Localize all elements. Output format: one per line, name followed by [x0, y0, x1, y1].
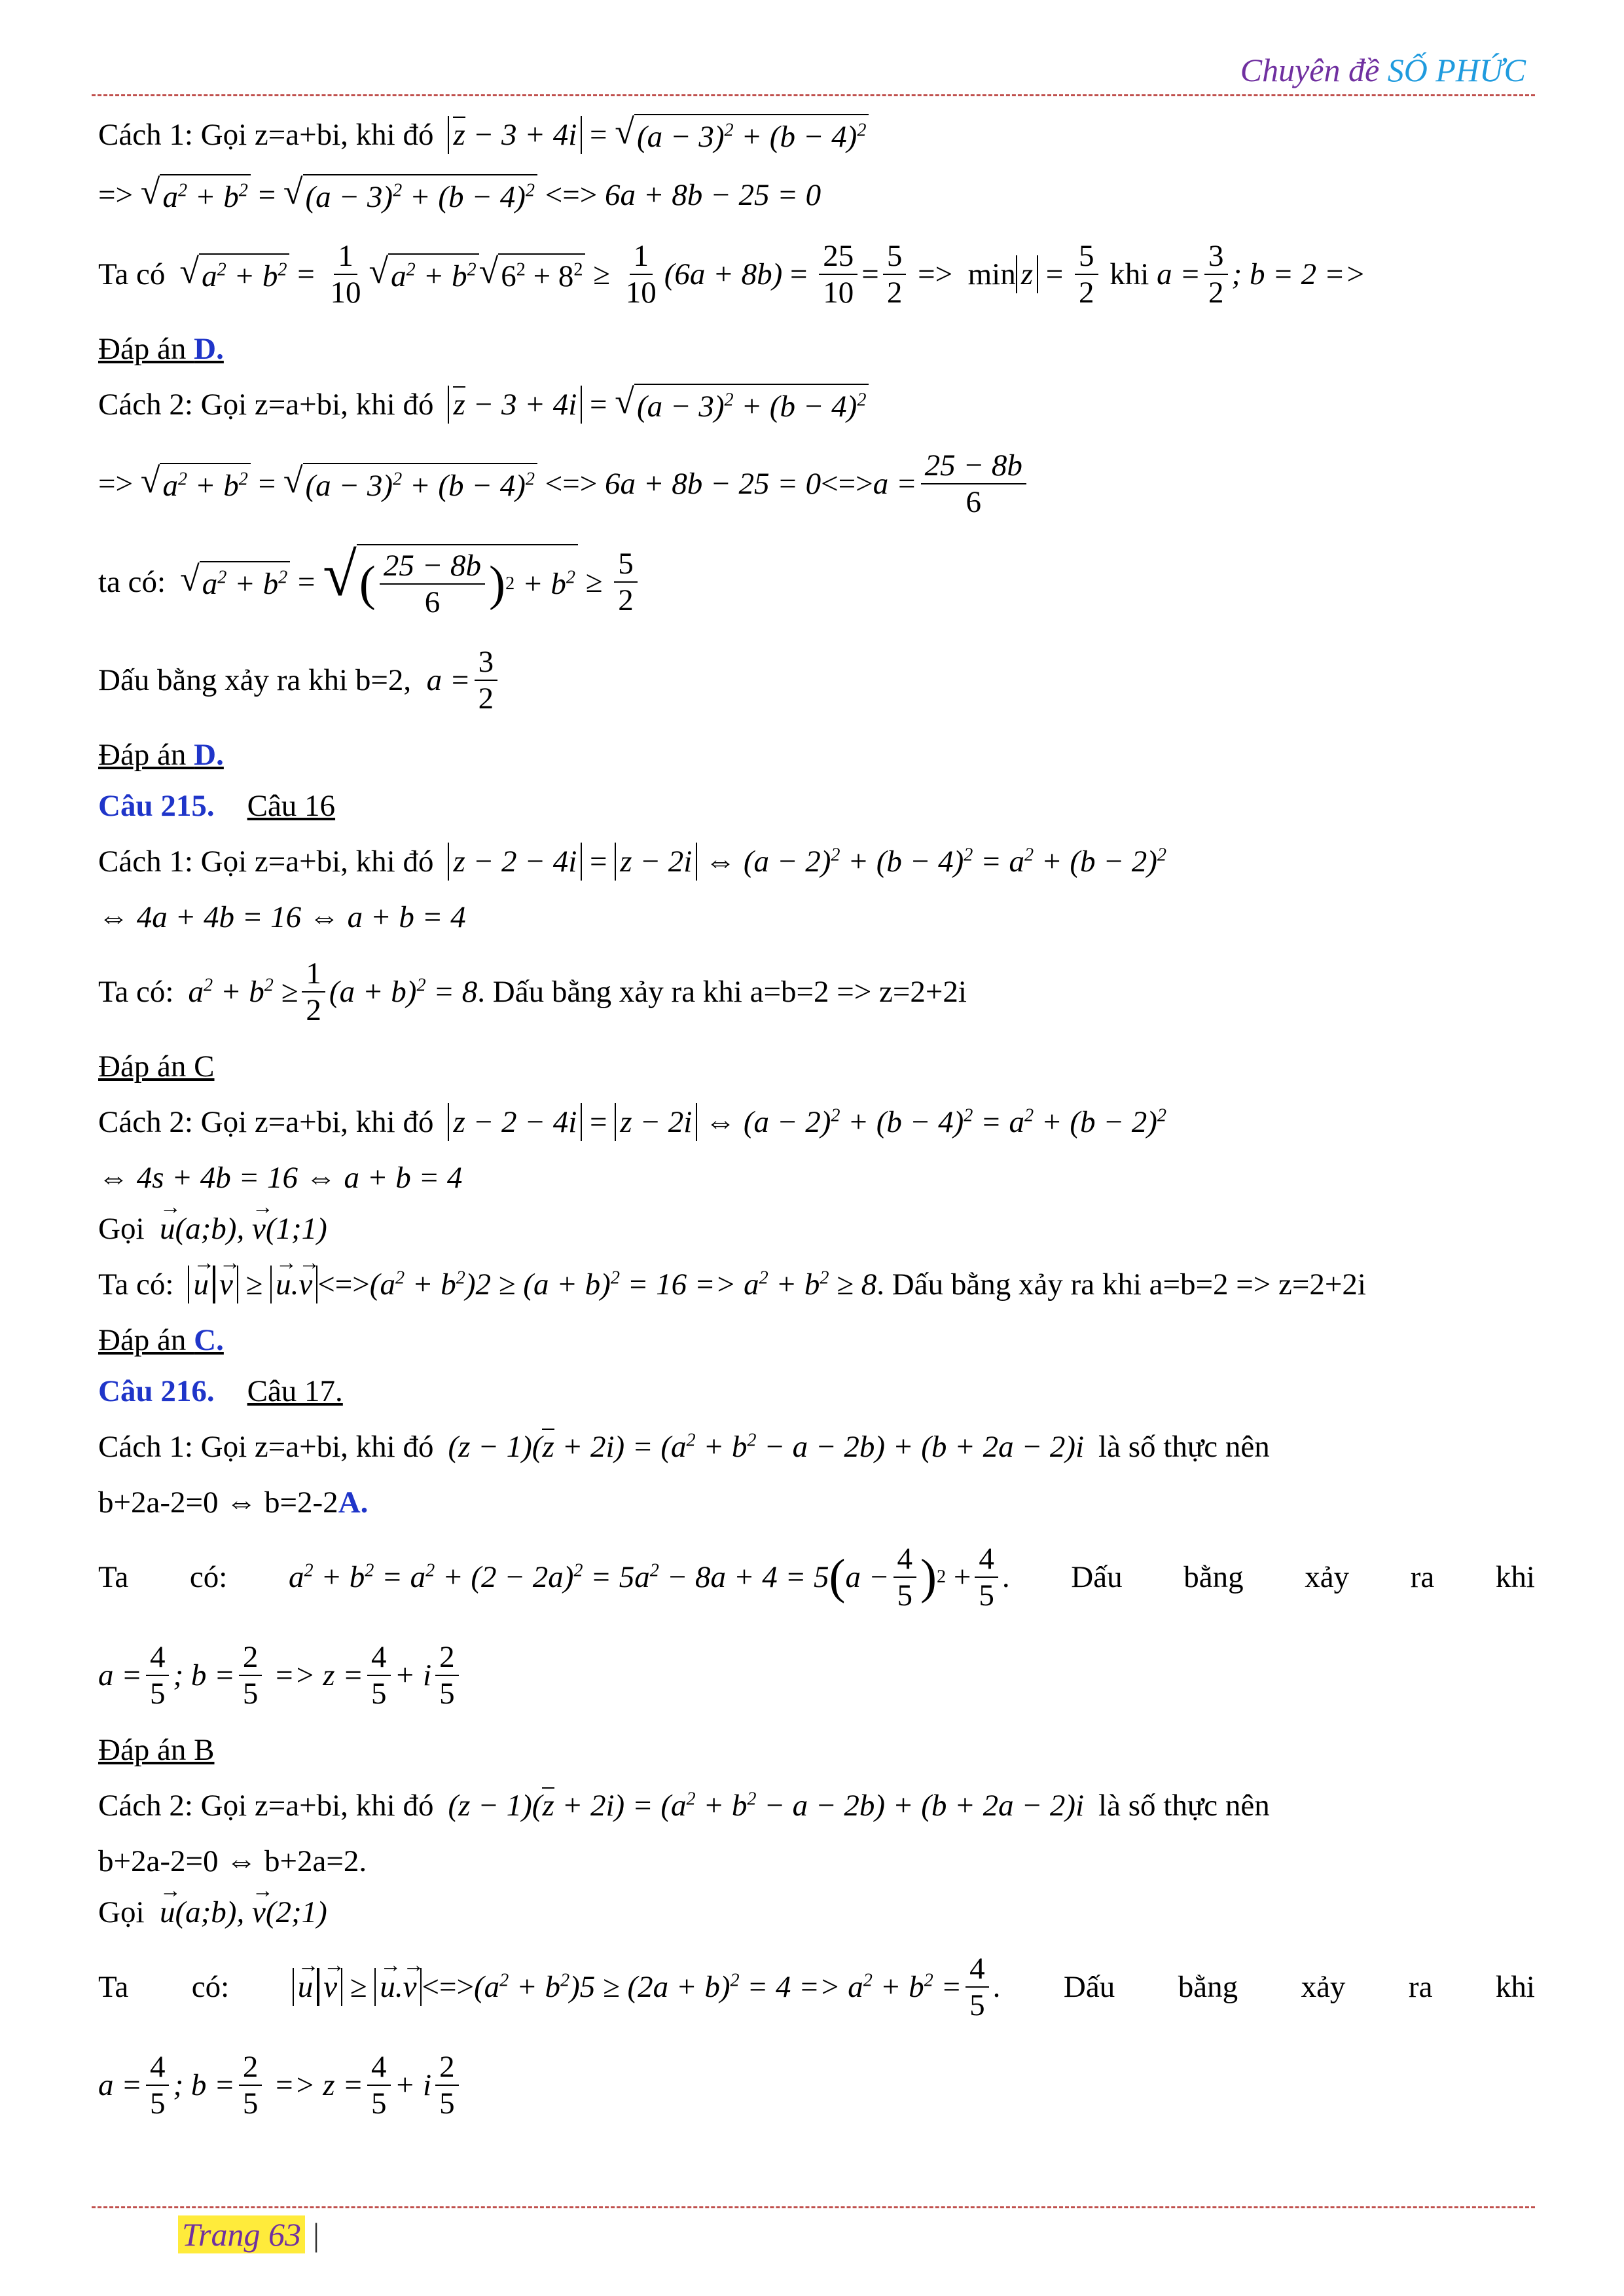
step-note: là số thực nên	[1098, 1788, 1270, 1823]
header-title	[1240, 51, 1526, 89]
word: xảy	[1305, 1559, 1350, 1594]
math-line: Ta có: → u → v ≥ → u.→ v <=> $(a^2 + b^2)5 \ge (2a + b)^2 = 4 => a^2 + b^2$ = $\frac{4}{5}$ . Dấu bằng xảy ra khi	[98, 1938, 1535, 2036]
word: bằng	[1178, 1969, 1238, 2004]
math-line: ⇔ 4s + 4b = 16 ⇔ a + b = 4	[98, 1160, 463, 1195]
word: Dấu	[1063, 1969, 1115, 2004]
math-line: Ta có: → u → v ≥ → u.→ v <=> $(a^2 + b^2)2 \ge (a + b)^2 = 16 => a^2 + b^2 \ge 8$ . Dấu bằng xảy ra khi a=b=2 => z=2+2i	[98, 1254, 1535, 1315]
formula: z − 3 + 4i	[448, 116, 582, 155]
equality-note: Dấu bằng xảy ra khi b=2,	[98, 663, 412, 697]
step-label: Ta có	[98, 257, 166, 291]
word: bằng	[1183, 1559, 1244, 1594]
word: khi	[1495, 1969, 1535, 2004]
header-title-accent: SỐ PHỨC	[1387, 52, 1526, 88]
math-line: Cách 2: Gọi z=a+bi, khi đó z − 2 − 4i = z − 2i ⇔ $(a - 2)^2 + (b - 4)^2 = a^2 + (b - 2)^2$	[98, 1092, 1535, 1152]
answer-label: Đáp án	[98, 1322, 194, 1357]
min-label: min	[967, 257, 1016, 291]
equality-note: . Dấu bằng xảy ra khi a=b=2 => z=2+2i	[477, 974, 967, 1009]
word: xảy	[1301, 1969, 1346, 2004]
answer-line	[98, 729, 1535, 780]
step-label: Ta có:	[98, 1267, 174, 1302]
math-line: Ta có √ $a^2 + b^2$ = $\frac{1}{10}$ √ $a^2 + b^2$ √ $6^2 + 8^2$ ≥ $\frac{1}{10}$ (6a + 8b) = $\frac{25}{10}$ = $\frac{5}{2}$ => min z = $\frac{5}{2}$ khi a = $\frac{3}{2}$ ; b = 2 =>	[98, 238, 1366, 310]
step-note: là số thực nên	[1098, 1429, 1270, 1464]
answer-letter: C.	[194, 1322, 224, 1357]
question-heading	[98, 1366, 1535, 1417]
math-line: Cách 2: Gọi z=a+bi, khi đó $(z - 1)(z + 2i) = (a^2 + b^2 - a - 2b) + (b + 2a - 2)i$ là số thực nên	[98, 1776, 1535, 1836]
khi-label: khi	[1110, 257, 1149, 291]
word: có:	[191, 1969, 230, 2004]
formula: √ $(a - 3)^2 + (b - 4)^2$	[615, 114, 869, 156]
math-line: Cách 2: Gọi z=a+bi, khi đó z − 3 + 4i = √ $(a - 3)^2 + (b - 4)^2$	[98, 374, 1535, 435]
answer-line	[98, 1041, 1535, 1092]
footer-divider	[92, 2206, 1535, 2208]
word: có:	[189, 1559, 228, 1594]
answer-letter: D.	[194, 737, 224, 772]
math-line: a = $\frac{4}{5}$ ; b = $\frac{2}{5}$ => z = $\frac{4}{5}$ + i $\frac{2}{5}$	[98, 2036, 1535, 2134]
answer-letter: D.	[194, 331, 224, 366]
step-label: Cách 1: Gọi z=a+bi, khi đó	[98, 117, 434, 152]
word: khi	[1495, 1559, 1535, 1594]
step-label: Cách 1: Gọi z=a+bi, khi đó	[98, 844, 434, 879]
math-line	[98, 1477, 1535, 1528]
answer-line	[98, 323, 1535, 374]
question-heading	[98, 780, 1535, 831]
condition-text: b+2a-2=0 ⇔ b+2a=2.	[98, 1844, 367, 1878]
equality-note: . Dấu bằng xảy ra khi a=b=2 => z=2+2i	[876, 1267, 1366, 1302]
answer-label: Đáp án C	[98, 1049, 215, 1084]
header-divider	[92, 94, 1535, 96]
question-sub: Câu 17.	[247, 1374, 343, 1408]
step-label: ta có:	[98, 564, 166, 599]
math-line: ta có: √ $a^2 + b^2$ = √ ( $\frac{25 - 8b}{6}$ ) 2 + $b^2$ ≥ $\frac{5}{2}$	[98, 533, 1535, 631]
footer-separator: |	[313, 2216, 320, 2253]
header-title-prefix: Chuyên đề	[1240, 52, 1388, 88]
step-label: Cách 2: Gọi z=a+bi, khi đó	[98, 387, 434, 422]
answer-label: Đáp án	[98, 737, 194, 772]
step-label: Cách 2: Gọi z=a+bi, khi đó	[98, 1788, 434, 1823]
answer-line	[98, 1724, 1535, 1776]
page-number: Trang 63	[178, 2215, 305, 2253]
math-line: Ta có: $a^2 + b^2 = a^2 + (2 - 2a)^2 = 5a^2 - 8a + 4 = 5$ ( a − $\frac{4}{5}$ ) 2 + $\frac{4}{5}$ . Dấu bằng xảy ra khi	[98, 1541, 1535, 1613]
math-line: Ta có: $a^2 + b^2$ ≥ $\frac{1}{2}$ $(a + b)^2 = 8$ . Dấu bằng xảy ra khi a=b=2 => z=2+2i	[98, 956, 967, 1027]
condition-accent: A.	[338, 1485, 369, 1520]
answer-line	[98, 1315, 1535, 1366]
math-line: Gọi → u(a;b), → v(1;1)	[98, 1203, 1535, 1254]
answer-label: Đáp án B	[98, 1732, 215, 1767]
math-line: => √ $a^2 + b^2$ = √ $(a - 3)^2 + (b - 4)^2$ <=> 6a + 8b − 25 = 0	[98, 165, 1535, 225]
page-content	[98, 105, 1535, 2134]
step-label: Gọi	[98, 1211, 145, 1246]
math-line: Cách 1: Gọi z=a+bi, khi đó $(z - 1)(z + 2i) = (a^2 + b^2 - a - 2b) + (b + 2a - 2)i$ là số thực nên	[98, 1417, 1535, 1477]
question-number: Câu 215.	[98, 788, 215, 823]
step-label: Cách 2: Gọi z=a+bi, khi đó	[98, 1104, 434, 1139]
question-sub: Câu 16	[247, 788, 336, 823]
math-line: Dấu bằng xảy ra khi b=2, a = $\frac{3}{2}$	[98, 631, 1535, 729]
math-line: => √ $a^2 + b^2$ = √ $(a - 3)^2 + (b - 4)^2$ <=> 6a + 8b − 25 = 0 <=> a = $\frac{25 - 8b}{6}$	[98, 435, 1535, 533]
math-line: ⇔ 4a + 4b = 16 ⇔ a + b = 4	[98, 900, 466, 934]
answer-label: Đáp án	[98, 331, 194, 366]
step-label: Ta có:	[98, 974, 174, 1009]
step-label: Gọi	[98, 1895, 145, 1929]
word: ra	[1408, 1969, 1433, 2004]
question-number: Câu 216.	[98, 1374, 215, 1408]
word: Dấu	[1071, 1559, 1123, 1594]
math-line: Gọi → u(a;b), → v(2;1)	[98, 1887, 1535, 1938]
step-label: Cách 1: Gọi z=a+bi, khi đó	[98, 1429, 434, 1464]
word: ra	[1410, 1559, 1435, 1594]
word: Ta	[98, 1559, 129, 1594]
word: Ta	[98, 1969, 129, 2004]
math-line: Cách 1: Gọi z=a+bi, khi đó z − 2 − 4i = z − 2i ⇔ $(a - 2)^2 + (b - 4)^2 = a^2 + (b - 2)^2$	[98, 831, 1535, 892]
math-line	[98, 1836, 1535, 1887]
math-line: Cách 1: Gọi z=a+bi, khi đó z − 3 + 4i = √ $(a - 3)^2 + (b - 4)^2$	[98, 105, 1535, 165]
condition-text: b+2a-2=0 ⇔ b=2-2	[98, 1485, 338, 1520]
math-line: a = $\frac{4}{5}$ ; b = $\frac{2}{5}$ => z = $\frac{4}{5}$ + i $\frac{2}{5}$	[98, 1626, 1535, 1724]
